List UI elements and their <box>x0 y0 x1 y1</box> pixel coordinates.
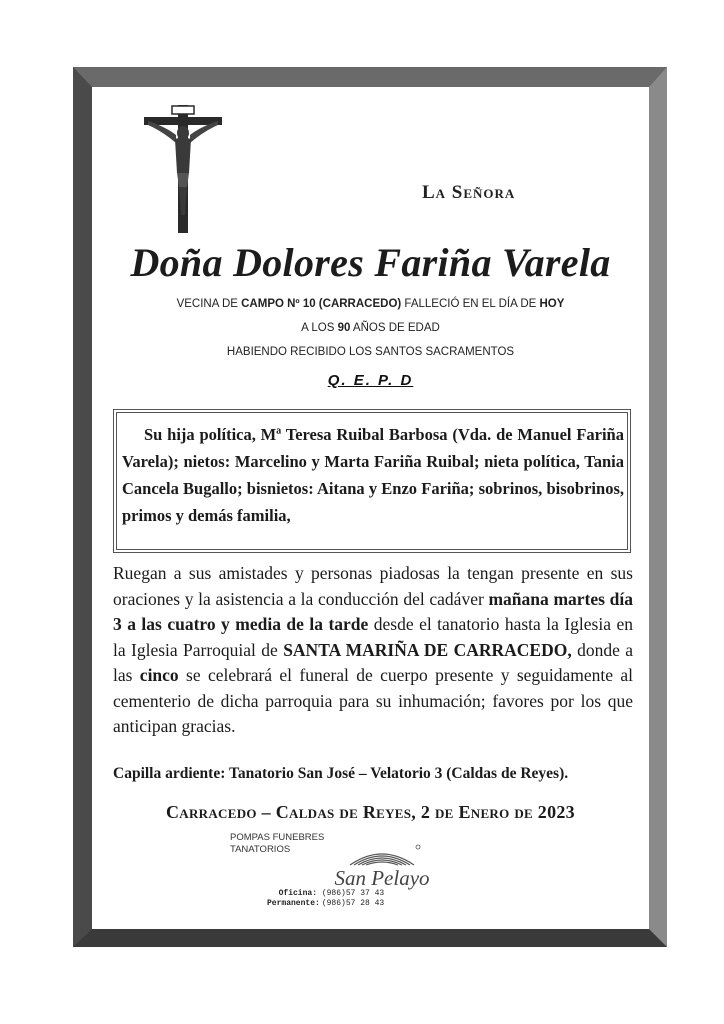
permanent-phone: (986)57 28 43 <box>321 899 385 908</box>
qepd-label: Q. E. P. D <box>327 372 414 389</box>
permanent-label: Permanente: <box>267 899 320 908</box>
crucifix-icon <box>142 103 224 235</box>
family-text-container <box>116 412 628 550</box>
request-text-1: Ruegan a sus amistades y personas piadosas la tengan presente en sus oraciones y la asistencia a la conducción del cadáver <box>113 563 633 609</box>
funeral-home-line2: TANATORIOS <box>230 844 291 855</box>
family-text: Su hija política, Mª Teresa Ruibal Barbosa (Vda. de Manuel Fariña Varela); nietos: Marcelino y Marta Fariña Ruibal; nieta política, Tania Cancela Bugallo; bisnietos: Aitana y Enzo Fariña; sobrinos, bisobrinos, primos y demás familia, <box>122 425 624 525</box>
residence-line <box>92 298 649 310</box>
permanent-phone-row <box>267 899 384 909</box>
capilla-ardiente: Capilla ardiente: Tanatorio San José – Velatorio 3 (Caldas de Reyes). <box>113 765 569 782</box>
request-date-time: mañana martes día 3 a las cuatro y media de la tarde <box>113 588 633 634</box>
mourning-frame <box>73 67 667 947</box>
age-suffix: AÑOS DE EDAD <box>350 322 440 334</box>
request-text-3: donde a las <box>113 639 633 685</box>
funeral-home-line1: POMPAS FUNEBRES <box>230 832 325 843</box>
office-phone: (986)57 37 43 <box>321 889 385 898</box>
office-label: Oficina: <box>278 889 317 898</box>
funeral-home-label <box>230 832 324 856</box>
family-box <box>113 409 631 553</box>
place-date-line: Carracedo – Caldas de Reyes, 2 de Enero de 2023 <box>166 802 575 822</box>
request-paragraph <box>113 561 633 740</box>
request-hour: cinco <box>139 665 179 685</box>
notice-content <box>92 87 649 929</box>
office-phone-row <box>267 889 384 899</box>
age-prefix: A LOS <box>301 322 338 334</box>
deceased-name: Doña Dolores Fariña Varela <box>130 240 611 285</box>
logo-text: San Pelayo <box>334 866 430 890</box>
age-line <box>92 322 649 334</box>
title-la-senora: La Señora <box>422 182 516 203</box>
death-day: HOY <box>539 298 565 310</box>
request-text-4: se celebrará el funeral de cuerpo presente y seguidamente al cementerio de dicha parroquia para su inhumación; favores por los que anticipan gracias. <box>113 665 634 736</box>
death-phrase: FALLECIÓ EN EL DÍA DE <box>401 298 540 310</box>
residence-place: CAMPO Nº 10 (CARRACEDO) <box>241 298 402 310</box>
residence-prefix: VECINA DE <box>176 298 242 310</box>
request-church: SANTA MARIÑA DE CARRACEDO, <box>283 639 572 660</box>
request-text-2: desde el tanatorio hasta la Iglesia en la Iglesia Parroquial de <box>113 614 633 660</box>
age-value: 90 <box>337 322 351 334</box>
sacraments-line: HABIENDO RECIBIDO LOS SANTOS SACRAMENTOS <box>226 346 515 358</box>
phone-numbers <box>267 889 384 909</box>
